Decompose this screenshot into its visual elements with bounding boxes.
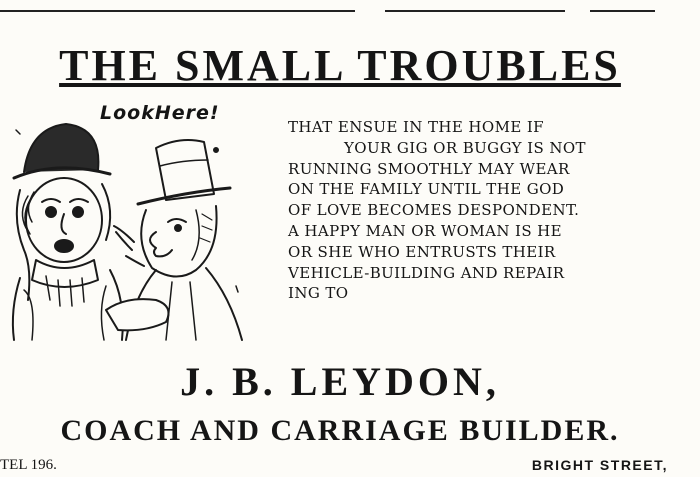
top-rule-left	[0, 10, 355, 12]
left-man	[13, 124, 123, 340]
body-line-8: VEHICLE-BUILDING AND REPAIR	[288, 263, 565, 282]
look-here-caption: LookHere!	[100, 102, 220, 124]
telephone-number: TEL 196.	[0, 457, 57, 473]
top-rule-middle	[385, 10, 565, 12]
street-address: BRIGHT STREET,	[531, 457, 668, 473]
top-rule-right	[590, 10, 655, 12]
business-name: J. B. LEYDON,	[180, 359, 500, 404]
illustration	[6, 100, 272, 345]
headline-text: THE SMALL TROUBLES	[59, 41, 621, 90]
trade-description: COACH AND CARRIAGE BUILDER.	[60, 414, 620, 447]
body-line-7: OR SHE WHO ENTRUSTS THEIR	[288, 242, 556, 261]
body-line-2: YOUR GIG OR BUGGY IS NOT	[344, 138, 586, 157]
body-line-9: ING TO	[288, 284, 349, 303]
right-man	[106, 140, 242, 340]
body-line-3: RUNNING SMOOTHLY MAY WEAR	[288, 159, 570, 178]
ad-body-text	[288, 117, 628, 304]
body-line-6: A HAPPY MAN OR WOMAN IS HE	[288, 221, 563, 240]
body-line-5: OF LOVE BECOMES DESPONDENT.	[288, 201, 580, 220]
body-line-1: THAT ENSUE IN THE HOME IF	[288, 118, 544, 136]
headline	[0, 40, 680, 91]
body-line-4: ON THE FAMILY UNTIL THE GOD	[288, 180, 565, 199]
